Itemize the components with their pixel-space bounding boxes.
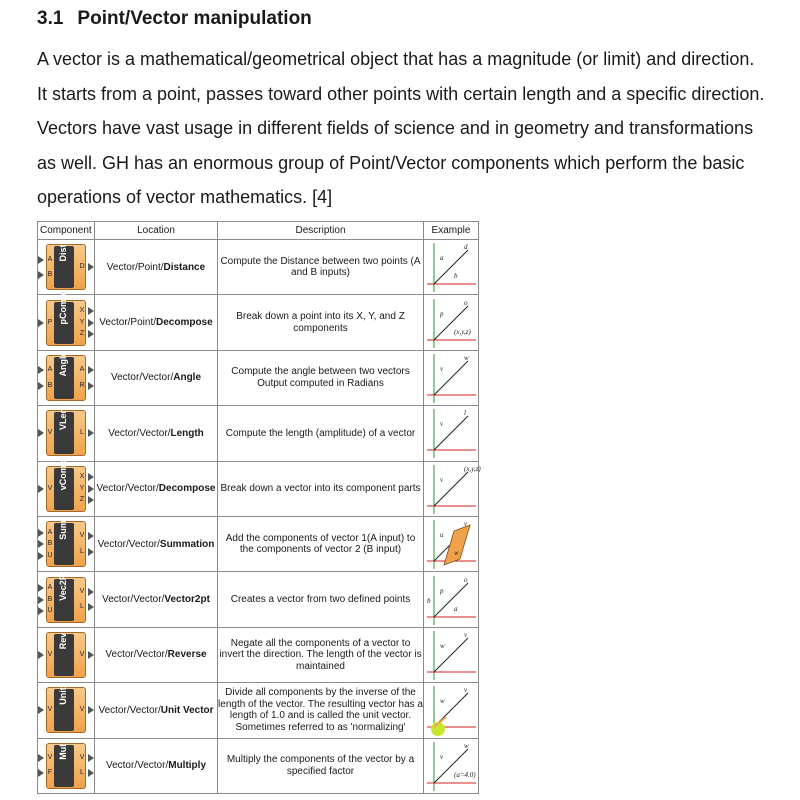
example-cell [424, 572, 479, 627]
component-cell [38, 295, 95, 350]
input-port-label: U [47, 607, 53, 615]
gh-component-icon [38, 459, 94, 512]
output-port-arrow [88, 603, 94, 611]
output-port-label: V [79, 587, 85, 595]
output-port-label: Z [79, 330, 85, 338]
example-label: b [454, 272, 458, 281]
table-row [38, 295, 479, 350]
location-cell [95, 461, 218, 516]
component-cell [38, 406, 95, 461]
gh-component-icon [38, 632, 94, 678]
example-label: v [440, 475, 444, 484]
output-port-label: Y [79, 318, 85, 326]
input-port-arrow [38, 256, 44, 264]
component-cell [38, 738, 95, 793]
output-port-label: X [79, 473, 85, 481]
example-cell [424, 406, 479, 461]
input-port-arrow [38, 485, 44, 493]
output-port-label: X [79, 307, 85, 315]
gh-component-icon [38, 293, 94, 346]
input-port-label: F [47, 769, 53, 777]
output-port-arrow [88, 706, 94, 714]
output-port-arrow [88, 548, 94, 556]
description-cell: Break down a vector into its component parts [218, 461, 424, 516]
location-cell [95, 738, 218, 793]
location-path: Vector/Vector/ [105, 760, 169, 772]
location-path: Vector/Vector/ [98, 704, 161, 716]
example-diagram [424, 462, 481, 516]
location-path: Vector/Vector/ [102, 594, 165, 606]
input-port-label: B [47, 595, 53, 603]
location-component: Decompose [158, 483, 216, 495]
input-port-label: V [47, 650, 53, 658]
example-label: o [464, 575, 468, 584]
description-cell: Multiply the components of the vector by a specified factor [218, 738, 424, 793]
example-label: w [440, 697, 445, 706]
example-diagram [424, 628, 478, 682]
location-component: Angle [173, 372, 202, 384]
example-cell [424, 627, 479, 682]
input-port-label: V [47, 484, 53, 492]
location-cell [95, 240, 218, 295]
description-cell: Creates a vector from two defined points [218, 572, 424, 627]
table-row [38, 627, 479, 682]
location-path: Vector/Vector/ [110, 372, 174, 384]
gh-component-icon [38, 687, 94, 733]
gh-component-icon [38, 410, 94, 456]
example-diagram [424, 517, 478, 571]
gh-component-icon [38, 521, 94, 567]
output-port-label: D [79, 263, 85, 271]
location-component: Length [170, 427, 204, 439]
input-port-label: V [47, 754, 53, 762]
location-component: Decompose [156, 317, 213, 329]
example-diagram [424, 683, 478, 737]
example-label: w [440, 641, 445, 650]
location-path: Vector/Vector/ [105, 649, 168, 661]
example-label: v [440, 752, 444, 761]
output-port-label: L [80, 547, 84, 555]
components-table [37, 221, 479, 794]
input-port-arrow [38, 319, 44, 327]
location-cell [95, 406, 218, 461]
output-port-label: A [79, 366, 85, 374]
example-cell [424, 461, 479, 516]
output-port-label: Y [79, 484, 85, 492]
component-cell [38, 627, 95, 682]
output-port-arrow [88, 496, 94, 504]
location-component: Reverse [167, 649, 207, 661]
example-label: v [440, 364, 444, 373]
input-port-arrow [38, 529, 44, 537]
input-port-label: V [47, 706, 53, 714]
input-port-label: B [47, 540, 53, 548]
output-port-label: V [79, 754, 85, 762]
intro-paragraph: A vector is a mathematical/geometrical object that has a magnitude (or limit) and direction. It starts from a point, passes toward other points with certain length and a specific direction. Vectors have vast usage in different fields of science and in geometry and transformations as well. GH has an enormous group of Point/Vector components which perform the basic operations of vector mathematics. [4] [37, 49, 765, 207]
output-port-arrow [88, 532, 94, 540]
example-label: p [440, 309, 444, 318]
location-cell [95, 295, 218, 350]
input-port-arrow [38, 584, 44, 592]
input-port-label: B [47, 381, 53, 389]
input-port-arrow [38, 706, 44, 714]
description-cell: Compute the length (amplitude) of a vector [218, 406, 424, 461]
location-path: Vector/Point/ [106, 261, 164, 273]
example-label: v [464, 520, 468, 529]
output-port-label: V [79, 650, 85, 658]
location-component: Vector2pt [164, 594, 210, 606]
table-row [38, 738, 479, 793]
example-cell [424, 240, 479, 295]
gh-component-icon [38, 351, 94, 401]
example-diagram [424, 573, 478, 627]
example-label: v [440, 420, 444, 429]
input-port-arrow [38, 382, 44, 390]
table-row [38, 406, 479, 461]
example-diagram [424, 406, 478, 460]
component-cell [38, 516, 95, 571]
input-port-label: A [47, 584, 53, 592]
example-cell [424, 738, 479, 793]
table-row [38, 240, 479, 295]
output-port-arrow [88, 382, 94, 390]
input-port-label: U [47, 551, 53, 559]
gh-component-icon [38, 570, 94, 623]
output-port-arrow [88, 429, 94, 437]
location-component: Distance [163, 261, 206, 273]
output-port-arrow [88, 651, 94, 659]
location-cell [95, 572, 218, 627]
component-nickname: Angle [58, 351, 68, 377]
location-component: Summation [159, 538, 215, 550]
component-nickname: Rev [58, 632, 68, 650]
example-label: v [464, 630, 468, 639]
table-header-row [38, 222, 479, 240]
output-port-label: Z [79, 496, 85, 504]
example-label: w [464, 741, 469, 750]
description-cell: Compute the angle between two vectors Output computed in Radians [218, 350, 424, 405]
input-port-arrow [38, 607, 44, 615]
input-port-label: A [47, 366, 53, 374]
example-cell [424, 350, 479, 405]
output-port-label: R [79, 381, 85, 389]
location-path: Vector/Vector/ [96, 483, 159, 495]
example-label: o [464, 298, 468, 307]
description-cell: Break down a point into its X, Y, and Z components [218, 295, 424, 350]
example-label: a [454, 604, 458, 613]
output-port-arrow [88, 330, 94, 338]
component-nickname: Mul [58, 743, 68, 760]
output-port-label: V [79, 532, 85, 540]
component-nickname: Unit [58, 687, 68, 706]
table-row [38, 461, 479, 516]
table-row [38, 516, 479, 571]
section-heading [37, 8, 312, 30]
output-port-arrow [88, 366, 94, 374]
input-port-arrow [38, 366, 44, 374]
component-nickname: Vec2Pt [58, 570, 68, 601]
component-nickname: Sum [58, 520, 68, 540]
input-port-arrow [38, 769, 44, 777]
output-port-arrow [88, 769, 94, 777]
input-port-arrow [38, 596, 44, 604]
input-port-label: V [47, 429, 53, 437]
output-port-label: L [80, 429, 84, 437]
component-nickname: pComp [58, 293, 68, 325]
input-port-arrow [38, 271, 44, 279]
example-label: (x,y,z) [454, 327, 471, 336]
input-port-arrow [38, 540, 44, 548]
table-row [38, 572, 479, 627]
description-cell: Divide all components by the inverse of the length of the vector. The resulting vector has a length of 1.0 and is called the unit vector. Sometimes referred to as 'normalizing' [218, 683, 424, 738]
component-cell [38, 683, 95, 738]
component-cell [38, 240, 95, 295]
example-label: (x,y,z) [464, 464, 481, 473]
input-port-label: A [47, 528, 53, 536]
header-example: Example [424, 222, 479, 240]
input-port-label: A [47, 255, 53, 263]
description-cell: Compute the Distance between two points (A and B inputs) [218, 240, 424, 295]
example-label: (a=4.0) [454, 770, 476, 779]
example-diagram [424, 351, 478, 405]
example-label: b [427, 596, 431, 605]
component-cell [38, 461, 95, 516]
component-nickname: Dist [58, 244, 68, 262]
location-path: Vector/Point/ [99, 317, 156, 329]
input-port-label: P [47, 318, 53, 326]
section-number: 3.1 [37, 8, 64, 29]
example-label: w [454, 549, 459, 558]
location-cell [95, 350, 218, 405]
output-port-arrow [88, 307, 94, 315]
header-component: Component [38, 222, 95, 240]
example-label: w [464, 353, 469, 362]
output-port-arrow [88, 754, 94, 762]
description-cell: Negate all the components of a vector to invert the direction. The length of the vector is maintained [218, 627, 424, 682]
location-cell [95, 627, 218, 682]
input-port-arrow [38, 552, 44, 560]
output-port-label: L [80, 603, 84, 611]
example-cell [424, 683, 479, 738]
output-port-label: L [80, 769, 84, 777]
example-label: l [464, 409, 466, 418]
input-port-arrow [38, 429, 44, 437]
input-port-label: B [47, 270, 53, 278]
location-path: Vector/Vector/ [108, 427, 171, 439]
location-cell [95, 683, 218, 738]
component-nickname: vComp [58, 459, 68, 491]
example-label: d [464, 243, 468, 252]
example-diagram [424, 296, 478, 350]
location-component: Unit Vector [160, 704, 214, 716]
example-parallelogram [444, 525, 470, 565]
example-cell [424, 516, 479, 571]
table-row [38, 350, 479, 405]
header-location: Location [95, 222, 218, 240]
input-port-arrow [38, 651, 44, 659]
location-cell [95, 516, 218, 571]
component-nickname: VLen [58, 408, 68, 431]
output-port-arrow [88, 319, 94, 327]
output-port-arrow [88, 263, 94, 271]
output-port-arrow [88, 473, 94, 481]
gh-component-icon [38, 244, 94, 290]
example-label: v [464, 686, 468, 695]
example-label: u [440, 531, 444, 540]
location-path: Vector/Vector/ [97, 538, 160, 550]
output-port-arrow [88, 485, 94, 493]
component-cell [38, 572, 95, 627]
example-diagram [424, 240, 478, 294]
output-port-label: V [79, 706, 85, 714]
example-label: a [440, 254, 444, 263]
input-port-arrow [38, 754, 44, 762]
component-cell [38, 350, 95, 405]
table-row [38, 683, 479, 738]
example-label: p [440, 586, 444, 595]
location-component: Multiply [168, 760, 207, 772]
example-diagram [424, 739, 478, 793]
description-cell: Add the components of vector 1(A input) to the components of vector 2 (B input) [218, 516, 424, 571]
section-title: Point/Vector manipulation [77, 8, 312, 29]
output-port-arrow [88, 588, 94, 596]
header-description: Description [218, 222, 424, 240]
example-cell [424, 295, 479, 350]
gh-component-icon [38, 743, 94, 789]
